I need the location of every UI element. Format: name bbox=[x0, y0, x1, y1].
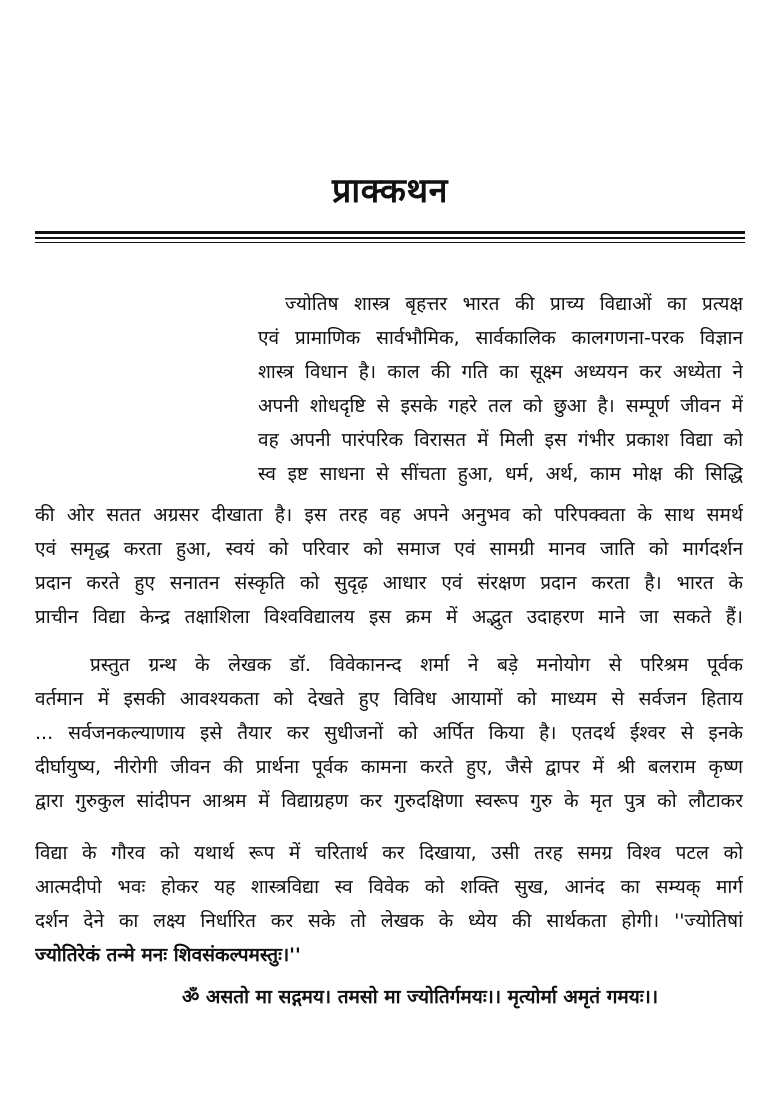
text-line: अपनी शोधदृष्टि से इसके गहरे तल को छुआ है। सम्पूर्ण जीवन में bbox=[258, 395, 743, 417]
title-rule-thick bbox=[35, 231, 745, 234]
text-line: प्रस्तुत ग्रन्थ के लेखक डॉ. विवेकानन्द शर्मा ने बड़े मनोयोग से परिश्रम पूर्वक bbox=[90, 654, 743, 676]
page-title: प्राक्कथन bbox=[332, 171, 448, 211]
text-line: स्व इष्ट साधना से सींचता हुआ, धर्म, अर्थ, काम मोक्ष की सिद्धि bbox=[258, 463, 743, 485]
title-rule-middle bbox=[35, 237, 745, 239]
text-line: वह अपनी पारंपरिक विरासत में मिली इस गंभीर प्रकाश विद्या को bbox=[258, 429, 743, 451]
text-line: वर्तमान में इसकी आवश्यकता को देखते हुए विविध आयामों को माध्यम से सर्वजन हिताय bbox=[35, 688, 743, 710]
text-line: आत्मदीपो भवः होकर यह शास्त्रविद्या स्व विवेक को शक्ति सुख, आनंद का सम्यक् मार्ग bbox=[35, 876, 743, 898]
title-rule-thin bbox=[35, 242, 745, 243]
text-line: दर्शन देने का लक्ष्य निर्धारित कर सके तो लेखक के ध्येय की सार्थकता होगी। ''ज्योतिषां bbox=[35, 910, 743, 932]
text-line: की ओर सतत अग्रसर दीखाता है। इस तरह वह अपने अनुभव को परिपक्वता के साथ समर्थ bbox=[35, 504, 743, 526]
text-line: ज्योतिरेकं तन्मे मनः शिवसंकल्पमस्तुः।'' bbox=[35, 944, 301, 966]
text-line: ज्योतिष शास्त्र बृहत्तर भारत की प्राच्य विद्याओं का प्रत्यक्ष bbox=[285, 293, 743, 315]
text-line: प्रदान करते हुए सनातन संस्कृति को सुदृढ़ आधार एवं संरक्षण प्रदान करता है। भारत के bbox=[35, 572, 743, 594]
text-line: शास्त्र विधान है। काल की गति का सूक्ष्म अध्ययन कर अध्येता ने bbox=[258, 361, 743, 383]
text-line: दीर्घायुष्य, नीरोगी जीवन की प्रार्थना पूर्वक कामना करते हुए, जैसे द्वापर में श्री बलराम कृष्ण bbox=[35, 756, 743, 778]
mantra-line: ॐ असतो मा सद्गमय। तमसो मा ज्योतिर्गमयः।। मृत्योर्मा अमृतं गमयः।। bbox=[181, 986, 659, 1008]
text-line: द्वारा गुरुकुल सांदीपन आश्रम में विद्याग्रहण कर गुरुदक्षिणा स्वरूप गुरु के मृत पुत्र को लौटाकर bbox=[35, 790, 743, 812]
text-line: प्राचीन विद्या केन्द्र तक्षाशिला विश्वविद्यालय इस क्रम में अद्भुत उदाहरण माने जा सकते हैं। bbox=[35, 606, 743, 628]
text-line: ... सर्वजनकल्याणाय इसे तैयार कर सुधीजनों को अर्पित किया है। एतदर्थ ईश्वर से इनके bbox=[35, 722, 743, 744]
text-line: एवं समृद्ध करता हुआ, स्वयं को परिवार को समाज एवं सामग्री मानव जाति को मार्गदर्शन bbox=[35, 538, 743, 560]
text-line: एवं प्रामाणिक सार्वभौमिक, सार्वकालिक कालगणना-परक विज्ञान bbox=[258, 327, 743, 349]
text-line: विद्या के गौरव को यथार्थ रूप में चरितार्थ कर दिखाया, उसी तरह समग्र विश्व पटल को bbox=[35, 842, 743, 864]
